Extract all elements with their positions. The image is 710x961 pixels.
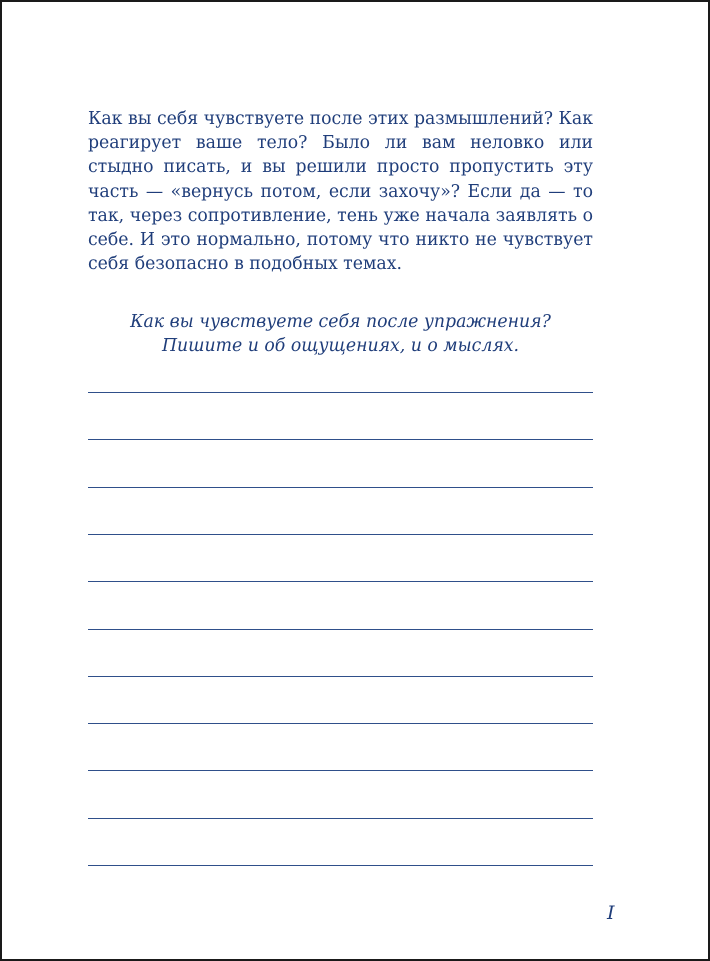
writing-line [88, 770, 593, 771]
exercise-prompt [88, 310, 593, 358]
writing-line [88, 581, 593, 582]
writing-line [88, 439, 593, 440]
body-paragraph: Как вы себя чувствуете после этих размышлений? Как реагирует ваше тело? Было ли вам неловко или стыдно писать, и вы решили просто пропустить эту часть — «вернусь потом, если захочу»? Если да — то так, через сопротивление, тень уже начала заявлять о себе. И это нормально, потому что никто не чувствует себя безопасно в подобных темах. [88, 109, 593, 275]
prompt-line-2: Пишите и об ощущениях, и о мыслях. [161, 336, 520, 357]
writing-line [88, 392, 593, 393]
writing-line [88, 818, 593, 819]
writing-line [88, 865, 593, 866]
page-number: I [607, 902, 615, 924]
writing-line [88, 534, 593, 535]
writing-line [88, 629, 593, 630]
writing-line [88, 487, 593, 488]
writing-line [88, 723, 593, 724]
prompt-line-1: Как вы чувствуете себя после упражнения? [130, 312, 551, 332]
writing-line [88, 676, 593, 677]
